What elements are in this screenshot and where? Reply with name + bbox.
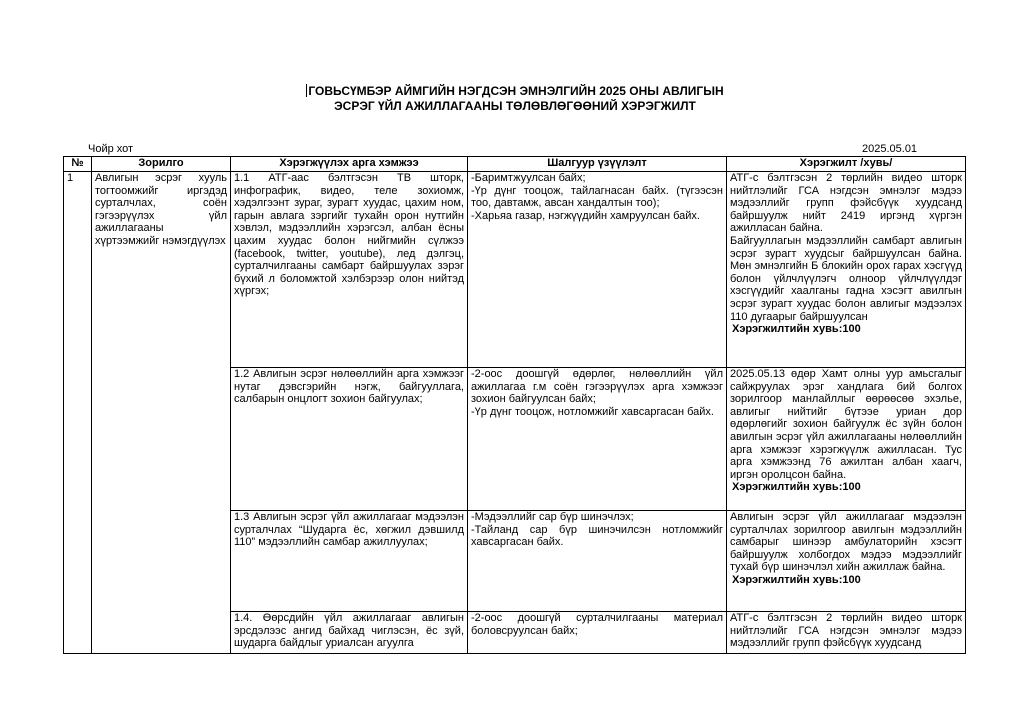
header-number: № xyxy=(64,157,92,172)
implementation-cell xyxy=(727,511,966,612)
header-goal: Зорилго xyxy=(92,157,231,172)
implementation-text: АТГ-с бэлтгэсэн 2 төрлийн видео шторк нийтлэлийг ГСА нэгдсэн эмнэлэг мэдээ мэдээллийг групп фэйсбүүк хуудсанд байршуулж нийт 2419 иргэнд хүргэн ажилласан байна. Байгууллагын мэдээллийн самбарт авлигын эсрэг зурагт хуудсыг байршуулсан байна. Мөн эмнэлгийн Б блокийн орох гарах хэсгүүд болон үйлчлүүлэгч олноор үйлчлүүлдэг хэсгүүдийг хаалганы гадна хэсэгт авилгын эсрэг зурагт хуудас болон авлигыг мэдээлэх 110 дугаарыг байршуулсан xyxy=(730,172,962,323)
action-cell: 1.2 Авлигын эсрэг нөлөөллийн арга хэмжээг нутаг дэвсгэрийн нэгж, байгууллага, салбарын онцлогт зохион байгуулах; xyxy=(231,368,468,511)
implementation-text: 2025.05.13 өдөр Хамт олны уур амьсгалыг сайжруулах эрэг хандлага бий болгох зорилгоор манлайллыг өөрөөсөө эхэлье, авлигыг нийтийг бүтээе уриан дор өдөрлөгийг зохион байгуулж ёс зүйн болон авилгын эсрэг үйл ажиллагааны нөлөөллийн арга хэмжээг хэрэгжүүлж ажилласан. Тус арга хэмжээнд 76 ажилтан албан хаагч, иргэн оролцсон байна. xyxy=(730,368,962,481)
evaluation-label: Хэрэгжилтийн хувь:100 xyxy=(732,323,861,336)
criteria-cell: -2-оос доошгүй сурталчилгааны материал боловсруулсан байх; xyxy=(468,612,727,654)
title-line-2: ЭСРЭГ ҮЙЛ АЖИЛЛАГААНЫ ТӨЛӨВЛӨГӨӨНИЙ ХЭРЭГЖИЛТ xyxy=(334,99,696,113)
goal-cell: Авлигын эсрэг хууль тогтоомжийг иргэдэд сурталчлах, соён гэгээрүүлэх үйл ажиллагааны хүртээмжийг нэмэгдүүлэх xyxy=(92,172,231,654)
table-header-row xyxy=(64,157,966,172)
header-implementation: Хэрэгжилт /хувь/ xyxy=(727,157,966,172)
evaluation-label: Хэрэгжилтийн хувь:100 xyxy=(732,573,861,586)
implementation-table xyxy=(63,156,966,654)
implementation-cell xyxy=(727,368,966,511)
header-criteria: Шалгуур үзүүлэлт xyxy=(468,157,727,172)
city-label: Чойр хот xyxy=(88,143,134,155)
table-row xyxy=(64,172,966,368)
action-cell: 1.4. Өөрсдийн үйл ажиллагааг авлигын эрсдэлээс ангид байхад чиглэсэн, ёс зүй, шударга байдлыг уриалсан агуулга xyxy=(231,612,468,654)
date-label: 2025.05.01 xyxy=(862,143,918,155)
action-cell: 1.1 АТГ-аас бэлтгэсэн ТВ шторк, инфографик, видео, теле зохиомж, хэдэлгээнт зураг, зурагт хуудас, цахим ном, гарын авлага зэргийг тухайн орон нутгийн хэвлэл, мэдээллийн хэрэгсэл, албан ёсны цахим хуудас болон нийгмийн сүлжээ (facebook, twitter, youtube), лед дэлгэц, сурталчилгааны самбарт байршуулах зэрэг бүхий л боломжтой хэлбэрээр олон нийтэд хүргэх; xyxy=(231,172,468,368)
evaluation-label: Хэрэгжилтийн хувь:100 xyxy=(732,481,861,494)
implementation-cell xyxy=(727,172,966,368)
implementation-text: АТГ-с бэлтгэсэн 2 төрлийн видео шторк нийтлэлийг ГСА нэгдсэн эмнэлэг мэдээ мэдээллийг групп фэйсбүүк хуудсанд xyxy=(730,612,962,650)
criteria-cell: -Баримтжуулсан байх; -Үр дүнг тооцож, тайлагнасан байх. (түгээсэн тоо, давтамж, авсан хандалтын тоо); -Харьяа газар, нэгжүүдийн хамруулсан байх. xyxy=(468,172,727,368)
header-action: Хэрэгжүүлэх арга хэмжээ xyxy=(231,157,468,172)
action-cell: 1.3 Авлигын эсрэг үйл ажиллагааг мэдээлэн сурталчлах “Шударга ёс, хөгжил дэвшилд 110” мэдээллийн самбар ажиллуулах; xyxy=(231,511,468,612)
implementation-text: Авлигын эсрэг үйл ажиллагааг мэдээлэн сурталчлах зорилгоор авилгын мэдээллийн самбарыг шинээр амбулаторийн хэсэгт байршуулж холбогдох мэдээ мэдээллийг тухай бүр шинэчлэл хийн ажиллаж байна. xyxy=(730,511,962,574)
document-title xyxy=(0,84,1030,114)
title-line-1: ГОВЬСҮМБЭР АЙМГИЙН НЭГДСЭН ЭМНЭЛГИЙН 2025 ОНЫ АВЛИГЫН xyxy=(308,84,724,98)
implementation-cell xyxy=(727,612,966,654)
criteria-cell: -Мэдээллийг сар бүр шинэчлэх; -Тайланд сар бүр шинэчилсэн нотломжийг хавсаргасан байх. xyxy=(468,511,727,612)
row-number-cell: 1 xyxy=(64,172,92,654)
criteria-cell: -2-оос доошгүй өдөрлөг, нөлөөллийн үйл ажиллагаа г.м соён гэгээрүүлэх арга хэмжээг зохион байгуулсан байх; -Үр дүнг тооцож, нотломжийг хавсаргасан байх. xyxy=(468,368,727,511)
